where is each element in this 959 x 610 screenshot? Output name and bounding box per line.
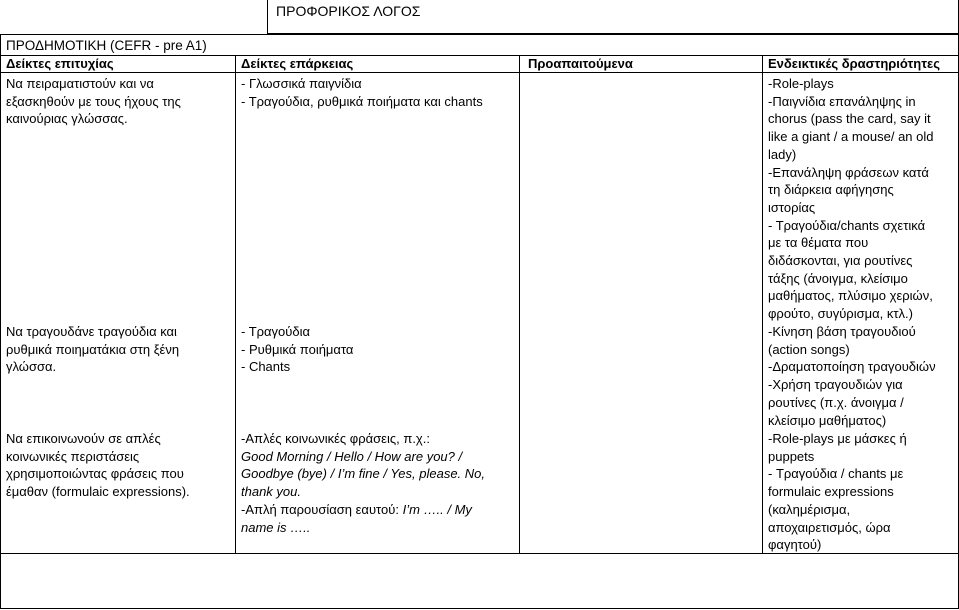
header-goals: Δείκτες επιτυχίας [6,56,114,71]
row3-adequacy-intro: -Απλές κοινωνικές φράσεις, π.χ.: [241,431,430,446]
header-prerequisites: Προαπαιτούμενα [528,56,633,71]
row2-activities: -Κίνηση βάση τραγουδιού (action songs) -Δραματοποίηση τραγουδιών -Χρήση τραγουδιών για ρουτίνες (π.χ. άνοιγμα / κλείσιμο μαθήματος) [768,324,936,428]
row1-activities: -Role-plays -Παιγνίδια επανάληψης in chorus (pass the card, say it like a giant / a mouse/ an old lady) -Επανάληψη φράσεων κατά τη διάρκεια αφήγησης ιστορίας - Τραγούδια/chants σχετικά με τα θέματα που διδάσκονται, για ρουτίνες τάξης (άνοιγμα, κλείσιμο μαθήματος, πλύσιμο χεριών, φρούτο, συγύρισμα, κτλ.) [768,76,934,322]
row3-goal: Να επικοινωνούν σε απλές κοινωνικές περιστάσεις χρησιμοποιώντας φράσεις που έμαθαν (formulaic expressions). [6,431,190,500]
row3-activities: -Role-plays με μάσκες ή puppets - Τραγούδια / chants με formulaic expressions (καλημέρισμα, αποχαιρετισμός, ώρα φαγητού) [768,431,907,553]
row3-adequacy-intro2: -Απλή παρουσίαση εαυτού: [241,501,403,517]
row1-adequacy: - Γλωσσικά παιγνίδια - Τραγούδια, ρυθμικά ποιήματα και chants [241,76,483,109]
header-adequacy: Δείκτες επάρκειας [241,56,354,71]
row3-adequacy-examples2: I’m ….. / My name is ….. [241,501,472,535]
row3-adequacy [241,430,516,536]
column-divider-2 [519,55,520,554]
row1-goal: Να πειραματιστούν και να εξασκηθούν με τους ήχους της καινούριας γλώσσας. [6,76,181,127]
column-divider-1 [235,55,236,554]
column-divider-3 [762,55,763,554]
row2-adequacy: - Τραγούδια - Ρυθμικά ποιήματα - Chants [241,324,354,375]
header-divider [0,72,959,73]
title-box [267,0,959,34]
header-activities: Ενδεικτικές δραστηριότητες [768,56,940,71]
document-title: ΠΡΟΦΟΡΙΚΟΣ ΛΟΓΟΣ [276,3,421,19]
level-label: ΠΡΟΔΗΜΟΤΙΚΗ (CEFR - pre A1) [6,38,207,53]
row2-goal: Να τραγουδάνε τραγούδια και ρυθμικά ποιηματάκια στη ξένη γλώσσα. [6,324,180,375]
row3-adequacy-examples: Good Morning / Hello / How are you? / Goodbye (bye) / I’m fine / Yes, please. No, thank you. [241,448,485,500]
